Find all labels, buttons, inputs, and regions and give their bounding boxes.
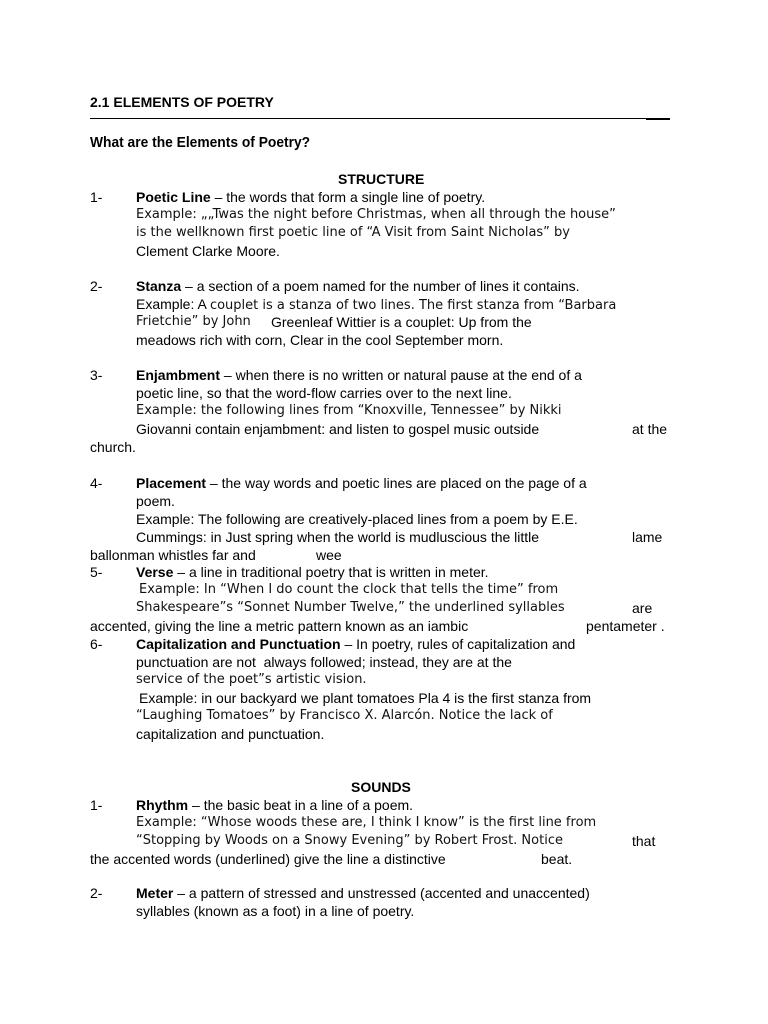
example-line: Cummings: in Just spring when the world is mudluscious the little [136,529,540,545]
definition: – the way words and poetic lines are placed on the page of a [206,475,587,491]
definition: – the basic beat in a line of a poem. [188,797,414,813]
definition-line [136,366,582,384]
example-line [136,295,616,315]
example-line: that [632,833,656,849]
term: Rhythm [136,797,189,813]
title-rule-end [646,118,670,120]
definition-line [136,796,413,814]
example-line: poem. [136,493,175,509]
example-line: church. [90,439,136,455]
item-number: 2- [90,278,103,294]
example-line: Greenleaf Wittier is a couplet: Up from the [271,314,532,330]
example-line: the accented words (underlined) give the line a distinctive [90,851,446,867]
example-line: Example: “Whose woods these are, I think I know” is the first line from [136,815,597,830]
term: Meter [136,885,174,901]
example-line: Example: The following are creatively-placed lines from a poem by E.E. [136,511,578,527]
item-number: 5- [90,564,103,580]
definition-line [136,563,489,581]
example-line: pentameter . [586,618,665,634]
item-number: 4- [90,475,103,491]
example-line: poetic line, so that the word-flow carries over to the next line. [136,385,512,401]
definition: – In poetry, rules of capitalization and [340,636,576,652]
term: Capitalization and Punctuation [136,636,341,652]
example-line: service of the poet”s artistic vision. [136,672,367,687]
example-line: lame [632,529,663,545]
item-number: 1- [90,189,103,205]
example-lead: Example: A [136,296,210,312]
term: Stanza [136,278,182,294]
example-line: meadows rich with corn, Clear in the cool September morn. [136,332,504,348]
example-line: accented, giving the line a metric pattern known as an iambic [90,618,469,634]
example-line: are [632,600,653,616]
section-title: 2.1 ELEMENTS OF POETRY [90,94,274,110]
definition: – a section of a poem named for the number of lines it contains. [181,278,580,294]
definition: – a pattern of stressed and unstressed (accented and unaccented) [173,885,590,901]
example-line: Frietchie” by John [136,314,251,329]
item-number: 6- [90,636,103,652]
definition: – a line in traditional poetry that is written in meter. [173,564,489,580]
example-line: ballonman whistles far and [90,547,256,563]
example-line: Giovanni contain enjambment: and listen to gospel music outside [136,421,540,437]
question-heading: What are the Elements of Poetry? [90,134,311,151]
item-number: 3- [90,367,103,383]
definition-line [136,474,587,492]
item-number: 1- [90,797,103,813]
definition-line [136,635,575,653]
structure-heading: STRUCTURE [338,171,425,187]
definition-line [136,277,580,295]
definition-line [136,188,485,206]
definition: – when there is no written or natural pause at the end of a [220,367,582,383]
example-line: “Stopping by Woods on a Snowy Evening” by Robert Frost. Notice [136,833,563,848]
definition-line [136,884,590,902]
example-line: wee [316,547,342,563]
term: Poetic Line [136,189,211,205]
example-line: Example: in our backyard we plant tomatoes Pla 4 is the first stanza from [139,690,592,706]
example-line: is the wellknown first poetic line of “A Visit from Saint Nicholas” by [136,225,570,240]
example-line: capitalization and punctuation. [136,726,325,742]
item-number: 2- [90,885,103,901]
sounds-heading: SOUNDS [351,779,411,795]
term: Enjambment [136,367,221,383]
example-line: Clement Clarke Moore. [136,243,280,259]
example-line: Example: the following lines from “Knoxville, Tennessee” by Nikki [136,403,562,418]
title-rule [90,118,670,119]
term: Placement [136,475,207,491]
example-line: “Laughing Tomatoes” by Francisco X. Alarcón. Notice the lack of [136,708,553,723]
example-line: Example: In “When I do count the clock that tells the time” from [139,582,559,597]
term: Verse [136,564,174,580]
example-line: at the [632,421,668,437]
example-line: beat. [541,851,573,867]
example-line: syllables (known as a foot) in a line of poetry. [136,903,415,919]
example-rest: couplet is a stanza of two lines. The first stanza from “Barbara [209,298,617,313]
example-line: Shakespeare”s “Sonnet Number Twelve,” the underlined syllables [136,600,565,615]
example-line: Example: „„Twas the night before Christmas, when all through the house” [136,207,616,222]
example-line: punctuation are not always followed; instead, they are at the [136,654,512,670]
definition: – the words that form a single line of poetry. [210,189,486,205]
